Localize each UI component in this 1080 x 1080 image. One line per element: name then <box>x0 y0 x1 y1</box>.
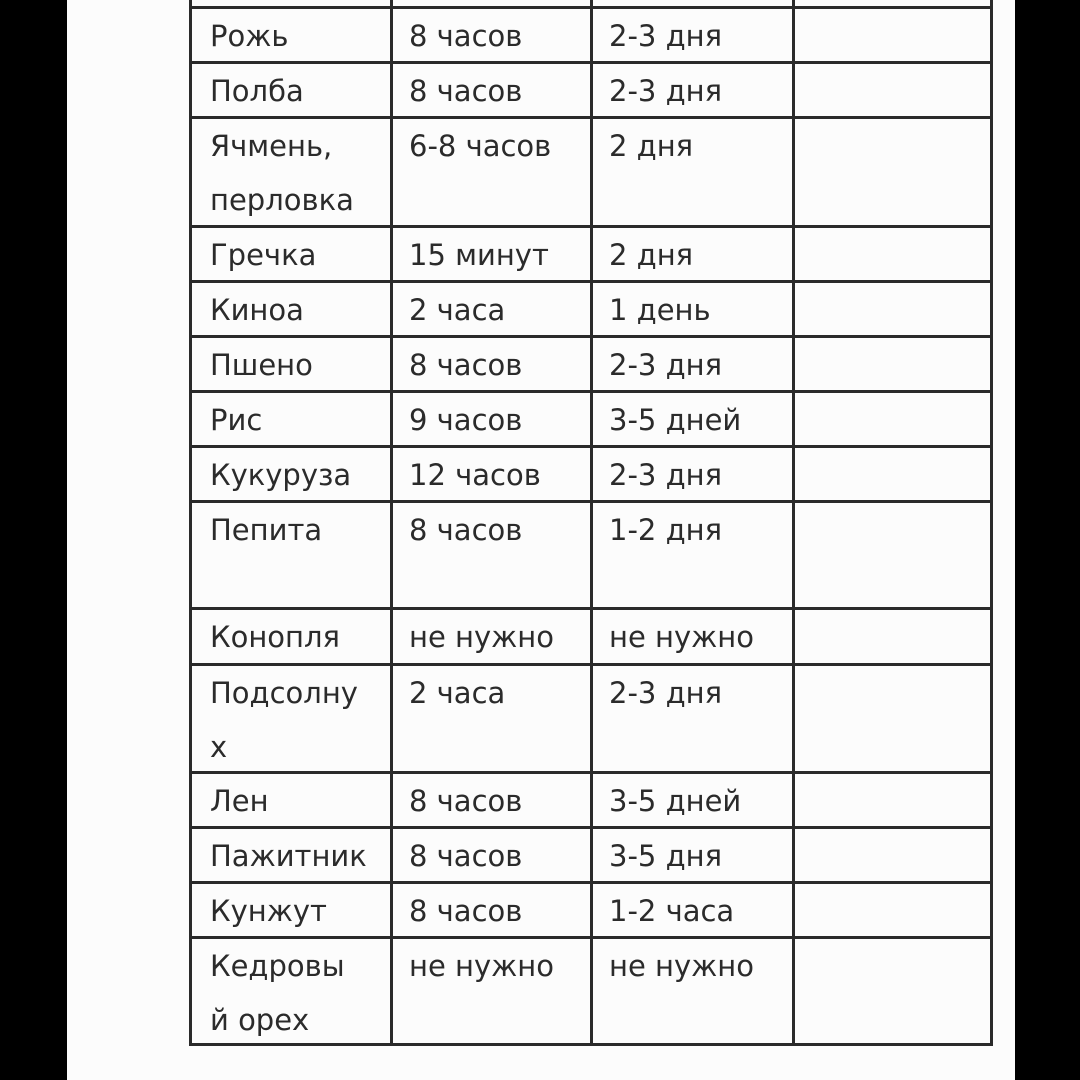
sprout-time-cell: 3-5 дня <box>609 839 723 873</box>
table-row <box>189 503 993 610</box>
grain-cell: Киноа <box>210 293 304 327</box>
sprout-time-cell: 1-2 дня <box>609 513 723 547</box>
sprout-time-cell: 2-3 дня <box>609 74 723 108</box>
sprout-time-cell: 2-3 дня <box>609 19 723 53</box>
soak-time-cell: 2 часа <box>409 293 506 327</box>
sprout-time-cell: 3-5 дней <box>609 784 742 818</box>
empty-cell <box>811 119 991 225</box>
table-row <box>189 448 993 503</box>
grain-cell: Кедровы й орех <box>210 949 345 1037</box>
grain-cell: Кунжут <box>210 894 327 928</box>
sprout-time-cell: 2 дня <box>609 238 694 272</box>
sprouting-table <box>189 0 993 1046</box>
grain-cell: Кукуруза <box>210 458 352 492</box>
empty-cell <box>811 9 991 61</box>
sprout-time-cell: 1-2 часа <box>609 894 735 928</box>
sprout-time-cell: 3-5 дней <box>609 403 742 437</box>
soak-time-cell: 8 часов <box>409 894 523 928</box>
grain-cell: Подсолну х <box>210 676 358 764</box>
table-row <box>189 774 993 829</box>
sprout-time-cell: 2 дня <box>609 129 694 163</box>
empty-cell <box>811 829 991 881</box>
document-page <box>67 0 1015 1080</box>
soak-time-cell: 8 часов <box>409 348 523 382</box>
empty-cell <box>811 448 991 500</box>
table-row <box>189 283 993 338</box>
soak-time-cell: 8 часов <box>409 513 523 547</box>
table-row <box>189 228 993 283</box>
grain-cell: Пажитник <box>210 839 367 873</box>
soak-time-cell: 12 часов <box>409 458 541 492</box>
grain-cell: Ячмень, перловка <box>210 129 354 217</box>
grain-cell: Полба <box>210 74 304 108</box>
sprout-time-cell: не нужно <box>609 620 754 654</box>
soak-time-cell: 8 часов <box>409 74 523 108</box>
empty-cell <box>811 884 991 936</box>
empty-cell <box>811 610 991 663</box>
table-row <box>189 884 993 939</box>
empty-cell <box>811 64 991 116</box>
soak-time-cell: 8 часов <box>409 839 523 873</box>
sprout-time-cell: 2-3 дня <box>609 348 723 382</box>
sprout-time-cell: не нужно <box>609 949 754 983</box>
empty-cell <box>811 338 991 390</box>
table-row <box>189 338 993 393</box>
table-row <box>189 119 993 228</box>
empty-cell <box>811 939 991 1043</box>
sprout-time-cell: 2-3 дня <box>609 676 723 710</box>
grain-cell: Рожь <box>210 19 289 53</box>
grain-cell: Пшено <box>210 348 313 382</box>
grain-cell: Лен <box>210 784 269 818</box>
table-row <box>189 393 993 448</box>
soak-time-cell: 2 часа <box>409 676 506 710</box>
table-row <box>189 0 993 9</box>
soak-time-cell: не нужно <box>409 620 554 654</box>
table-row <box>189 64 993 119</box>
sprout-time-cell: 2-3 дня <box>609 458 723 492</box>
table-row <box>189 610 993 666</box>
empty-cell <box>811 666 991 771</box>
soak-time-cell: 8 часов <box>409 784 523 818</box>
sprout-time-cell: 1 день <box>609 293 711 327</box>
soak-time-cell: 9 часов <box>409 403 523 437</box>
grain-cell: Пепита <box>210 513 323 547</box>
soak-time-cell: не нужно <box>409 949 554 983</box>
soak-time-cell: 6-8 часов <box>409 129 552 163</box>
table-row <box>189 666 993 774</box>
soak-time-cell: 8 часов <box>409 19 523 53</box>
grain-cell: Гречка <box>210 238 317 272</box>
empty-cell <box>811 283 991 335</box>
empty-cell <box>811 228 991 280</box>
grain-cell: Конопля <box>210 620 340 654</box>
table-row <box>189 829 993 884</box>
empty-cell <box>811 503 991 607</box>
empty-cell <box>811 393 991 445</box>
empty-cell <box>811 774 991 826</box>
soak-time-cell: 15 минут <box>409 238 549 272</box>
table-row <box>189 939 993 1046</box>
grain-cell: Рис <box>210 403 263 437</box>
table-row <box>189 9 993 64</box>
